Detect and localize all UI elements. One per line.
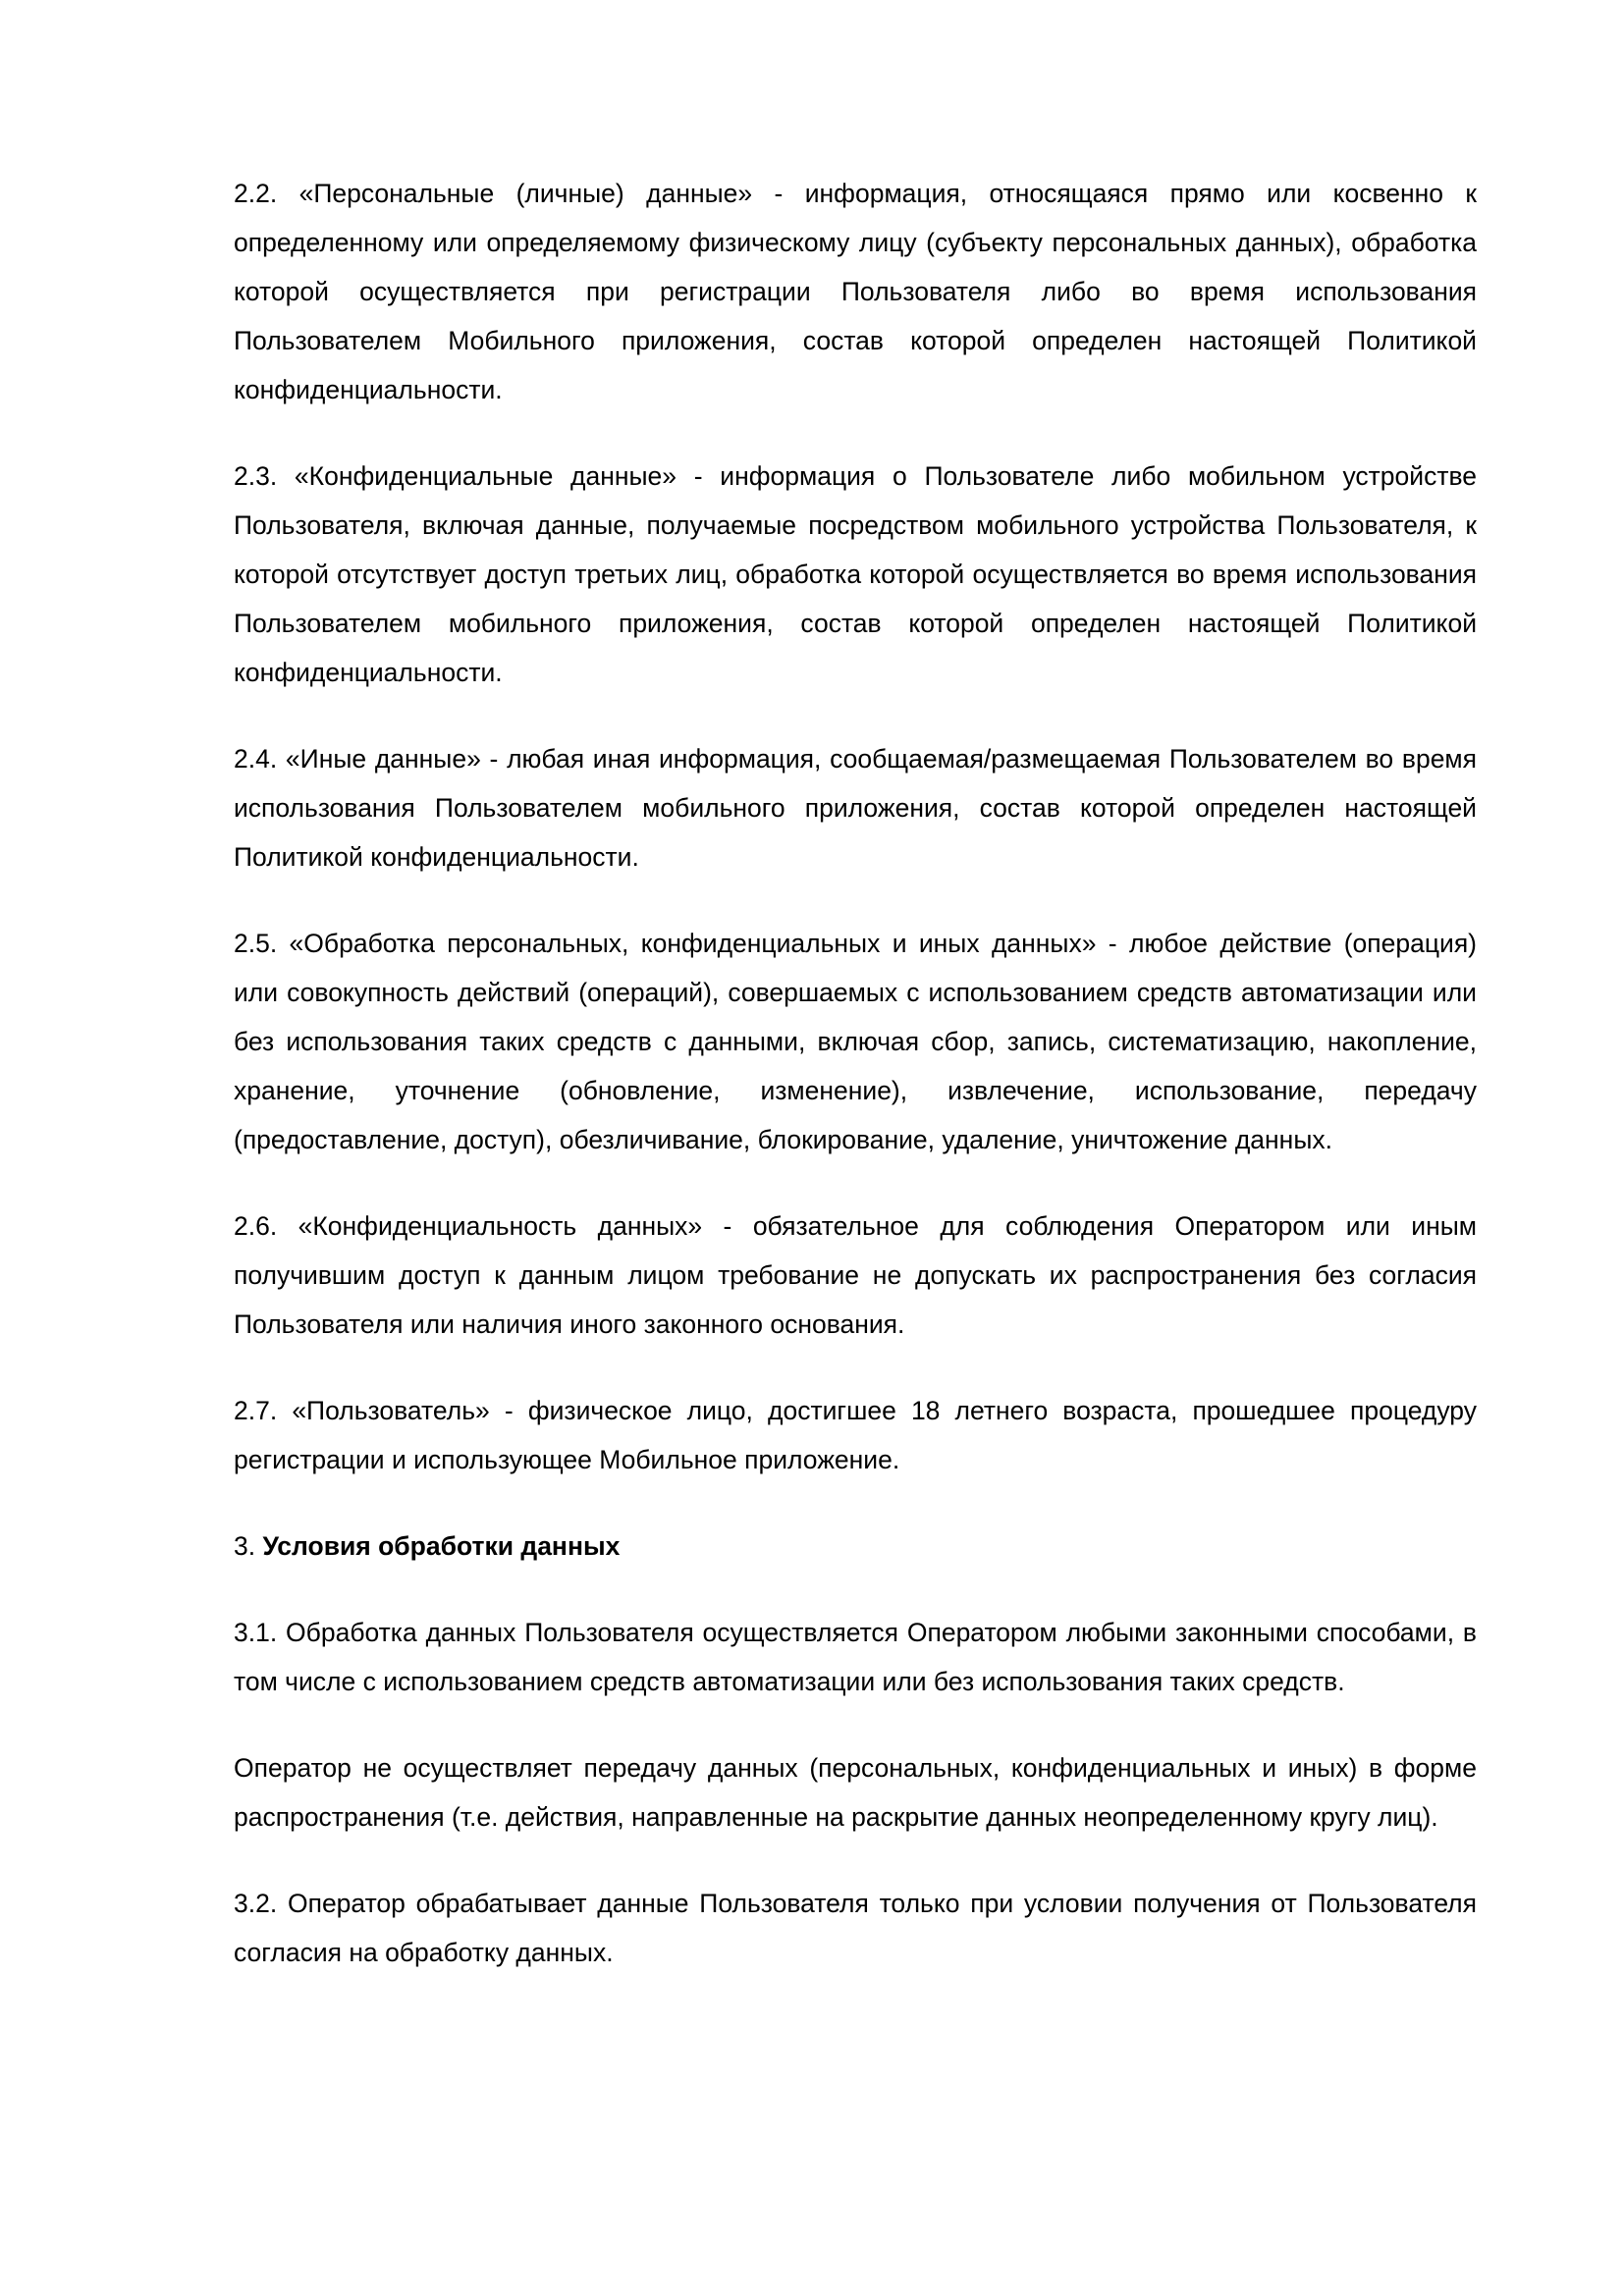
paragraph-3-1-continued: Оператор не осуществляет передачу данных (персональных, конфиденциальных и иных) в форме распространения (т.е. действия, направленные на раскрытие данных неопределенному кругу лиц). [234, 1753, 1477, 1832]
paragraph-2-4: 2.4. «Иные данные» - любая иная информация, сообщаемая/размещаемая Пользователем во время использования Пользователем мобильного приложения, состав которой определен настоящей Политикой конфиденциальности. [234, 744, 1477, 872]
section-3-heading [234, 1522, 1477, 1571]
paragraph-3-1: 3.1. Обработка данных Пользователя осуществляется Оператором любыми законными способами, в том числе с использованием средств автоматизации или без использования таких средств. [234, 1618, 1477, 1696]
paragraph-2-5: 2.5. «Обработка персональных, конфиденциальных и иных данных» - любое действие (операция) или совокупность действий (операций), совершаемых с использованием средств автоматизации или без использования таких средств с данными, включая сбор, запись, систематизацию, накопление, хранение, уточнение (обновление, изменение), извлечение, использование, передачу (предоставление, доступ), обезличивание, блокирование, удаление, уничтожение данных. [234, 929, 1477, 1154]
document-page [234, 169, 1477, 2014]
section-3-number: 3. [234, 1531, 263, 1561]
paragraph-2-6: 2.6. «Конфиденциальность данных» - обязательное для соблюдения Оператором или иным получившим доступ к данным лицом требование не допускать их распространения без согласия Пользователя или наличия иного законного основания. [234, 1211, 1477, 1339]
paragraph-2-3: 2.3. «Конфиденциальные данные» - информация о Пользователе либо мобильном устройстве Пользователя, включая данные, получаемые посредством мобильного устройства Пользователя, к которой отсутствует доступ третьих лиц, обработка которой осуществляется во время использования Пользователем мобильного приложения, состав которой определен настоящей Политикой конфиденциальности. [234, 461, 1477, 687]
paragraph-2-7: 2.7. «Пользователь» - физическое лицо, достигшее 18 летнего возраста, прошедшее процедуру регистрации и использующее Мобильное приложение. [234, 1396, 1477, 1474]
paragraph-3-2: 3.2. Оператор обрабатывает данные Пользователя только при условии получения от Пользователя согласия на обработку данных. [234, 1889, 1477, 1967]
paragraph-2-2: 2.2. «Персональные (личные) данные» - информация, относящаяся прямо или косвенно к определенному или определяемому физическому лицу (субъекту персональных данных), обработка которой осуществляется при регистрации Пользователя либо во время использования Пользователем Мобильного приложения, состав которой определен настоящей Политикой конфиденциальности. [234, 179, 1477, 404]
section-3-title: Условия обработки данных [262, 1531, 621, 1561]
